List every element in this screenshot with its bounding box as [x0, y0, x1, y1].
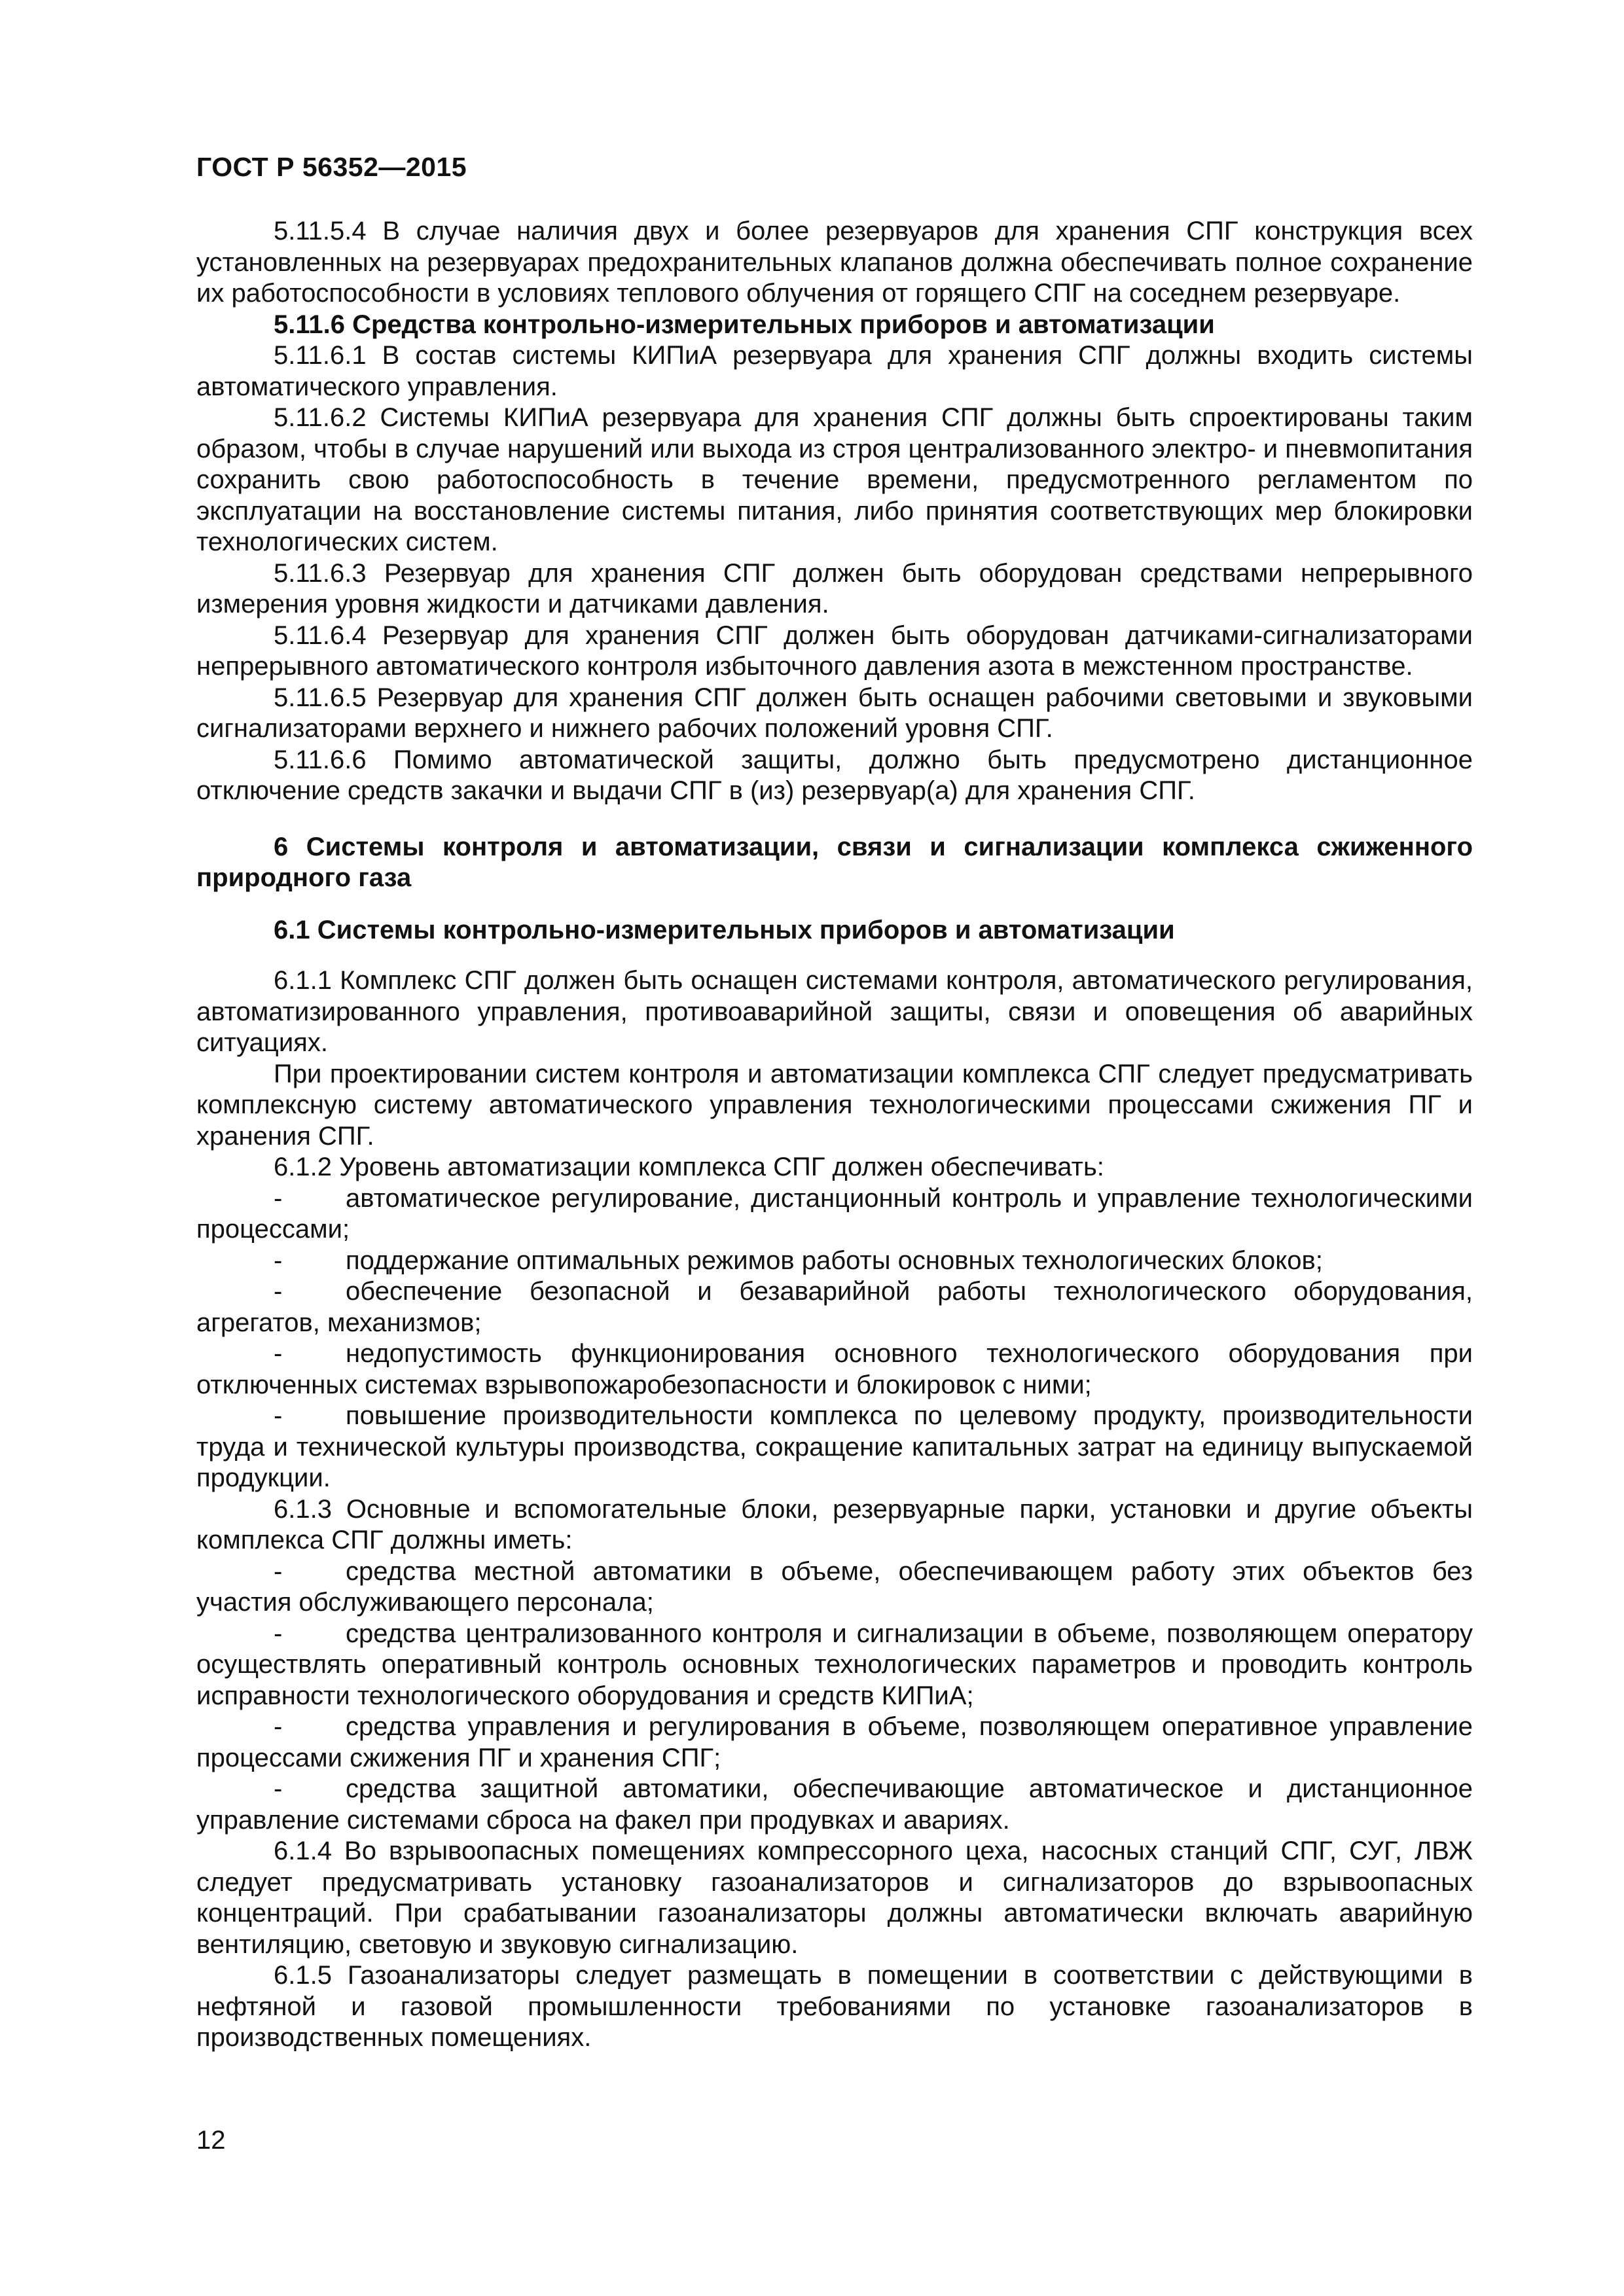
list-item — [196, 1401, 1473, 1494]
paragraph-5-11-6-2: 5.11.6.2 Системы КИПиА резервуара для хранения СПГ должны быть спроектированы таким образом, чтобы в случае нарушений или выхода из строя централизованного электро- и пневмопитания сохранить свою работоспособность в течение времени, предусмотренного регламентом по эксплуатации на восстановление системы питания, либо принятия соответствующих мер блокировки технологических систем. — [196, 403, 1473, 556]
list-item — [196, 1712, 1473, 1774]
paragraph-6-1-5: 6.1.5 Газоанализаторы следует размещать в помещении в соответствии с действующими в нефтяной и газовой промышленности требованиями по установке газоанализаторов в производственных помещениях. — [196, 1961, 1473, 2052]
list-item-text: средства управления и регулирования в объеме, позволяющем оперативное управление процессами сжижения ПГ и хранения СПГ; — [196, 1712, 1473, 1772]
paragraph-5-11-5-4: 5.11.5.4 В случае наличия двух и более резервуаров для хранения СПГ конструкция всех установленных на резервуарах предохранительных клапанов должна обеспечивать полное сохранение их работоспособности в условиях теплового облучения от горящего СПГ на соседнем резервуаре. — [196, 217, 1473, 308]
list-item — [196, 1276, 1473, 1338]
list-item — [196, 1556, 1473, 1619]
list-item — [196, 1183, 1473, 1246]
paragraph-6-1-1: 6.1.1 Комплекс СПГ должен быть оснащен системами контроля, автоматического регулирования, автоматизированного управления, противоаварийной защиты, связи и оповещения об аварийных ситуациях. — [196, 966, 1473, 1057]
list-item-text: недопустимость функционирования основного технологического оборудования при отключенных системах взрывопожаробезопасности и блокировок с ними; — [196, 1339, 1473, 1399]
heading-5-11-6: 5.11.6 Средства контрольно-измерительных приборов и автоматизации — [274, 310, 1215, 339]
list-item — [196, 1774, 1473, 1836]
paragraph-6-1-2: 6.1.2 Уровень автоматизации комплекса СПГ должен обеспечивать: — [274, 1153, 1104, 1181]
subsection-heading-6-1: 6.1 Системы контрольно-измерительных приборов и автоматизации — [274, 915, 1175, 944]
list-dash: - — [274, 1712, 283, 1741]
paragraph-6-1-1-b: При проектировании систем контроля и автоматизации комплекса СПГ следует предусматривать комплексную систему автоматического управления технологическими процессами сжижения ПГ и хранения СПГ. — [196, 1059, 1473, 1151]
paragraph-5-11-6-6: 5.11.6.6 Помимо автоматической защиты, должно быть предусмотрено дистанционное отключение средств закачки и выдачи СПГ в (из) резервуар(а) для хранения СПГ. — [196, 745, 1473, 805]
list-dash: - — [274, 1277, 283, 1306]
list-dash: - — [274, 1339, 283, 1368]
paragraph-5-11-6-3: 5.11.6.3 Резервуар для хранения СПГ должен быть оборудован средствами непрерывного измерения уровня жидкости и датчиками давления. — [196, 558, 1473, 619]
document-header: ГОСТ Р 56352—2015 — [196, 152, 467, 182]
document-body — [196, 216, 1473, 2054]
list-item-text: автоматическое регулирование, дистанционный контроль и управление технологическими процессами; — [196, 1183, 1473, 1244]
paragraph-5-11-6-5: 5.11.6.5 Резервуар для хранения СПГ должен быть оснащен рабочими световыми и звуковыми сигнализаторами верхнего и нижнего рабочих положений уровня СПГ. — [196, 683, 1473, 743]
list-item-text: обеспечение безопасной и безаварийной работы технологического оборудования, агрегатов, механизмов; — [196, 1277, 1473, 1337]
list-dash: - — [274, 1556, 283, 1586]
paragraph-6-1-4: 6.1.4 Во взрывоопасных помещениях компрессорного цеха, насосных станций СПГ, СУГ, ЛВЖ следует предусматривать установку газоанализаторов и сигнализаторов до взрывоопасных концентраций. При срабатывании газоанализаторы должны автоматически включать аварийную вентиляцию, световую и звуковую сигнализацию. — [196, 1837, 1473, 1959]
list-item — [196, 1338, 1473, 1401]
list-dash: - — [274, 1401, 283, 1430]
list-item-text: поддержание оптимальных режимов работы основных технологических блоков; — [346, 1246, 1323, 1275]
section-heading-6: 6 Системы контроля и автоматизации, связи и сигнализации комплекса сжиженного природного газа — [196, 832, 1473, 892]
paragraph-6-1-3: 6.1.3 Основные и вспомогательные блоки, резервуарные парки, установки и другие объекты комплекса СПГ должны иметь: — [196, 1494, 1473, 1554]
list-item — [196, 1246, 1473, 1277]
page-number: 12 — [196, 2126, 226, 2155]
list-dash: - — [274, 1619, 283, 1648]
list-item — [196, 1619, 1473, 1712]
list-item-text: средства централизованного контроля и сигнализации в объеме, позволяющем оператору осуществлять оперативный контроль основных технологических параметров и проводить контроль исправности технологического оборудования и средств КИПиА; — [196, 1619, 1473, 1710]
list-dash: - — [274, 1183, 283, 1213]
list-item-text: повышение производительности комплекса по целевому продукту, производительности труда и технической культуры производства, сокращение капитальных затрат на единицу выпускаемой продукции. — [196, 1401, 1473, 1492]
list-dash: - — [274, 1774, 283, 1803]
list-item-text: средства защитной автоматики, обеспечивающие автоматическое и дистанционное управление системами сброса на факел при продувках и авариях. — [196, 1774, 1473, 1835]
list-dash: - — [274, 1246, 283, 1275]
paragraph-5-11-6-1: 5.11.6.1 В состав системы КИПиА резервуара для хранения СПГ должны входить системы автоматического управления. — [196, 341, 1473, 401]
paragraph-5-11-6-4: 5.11.6.4 Резервуар для хранения СПГ должен быть оборудован датчиками-сигнализаторами непрерывного автоматического контроля избыточного давления азота в межстенном пространстве. — [196, 620, 1473, 681]
list-item-text: средства местной автоматики в объеме, обеспечивающем работу этих объектов без участия обслуживающего персонала; — [196, 1556, 1473, 1617]
